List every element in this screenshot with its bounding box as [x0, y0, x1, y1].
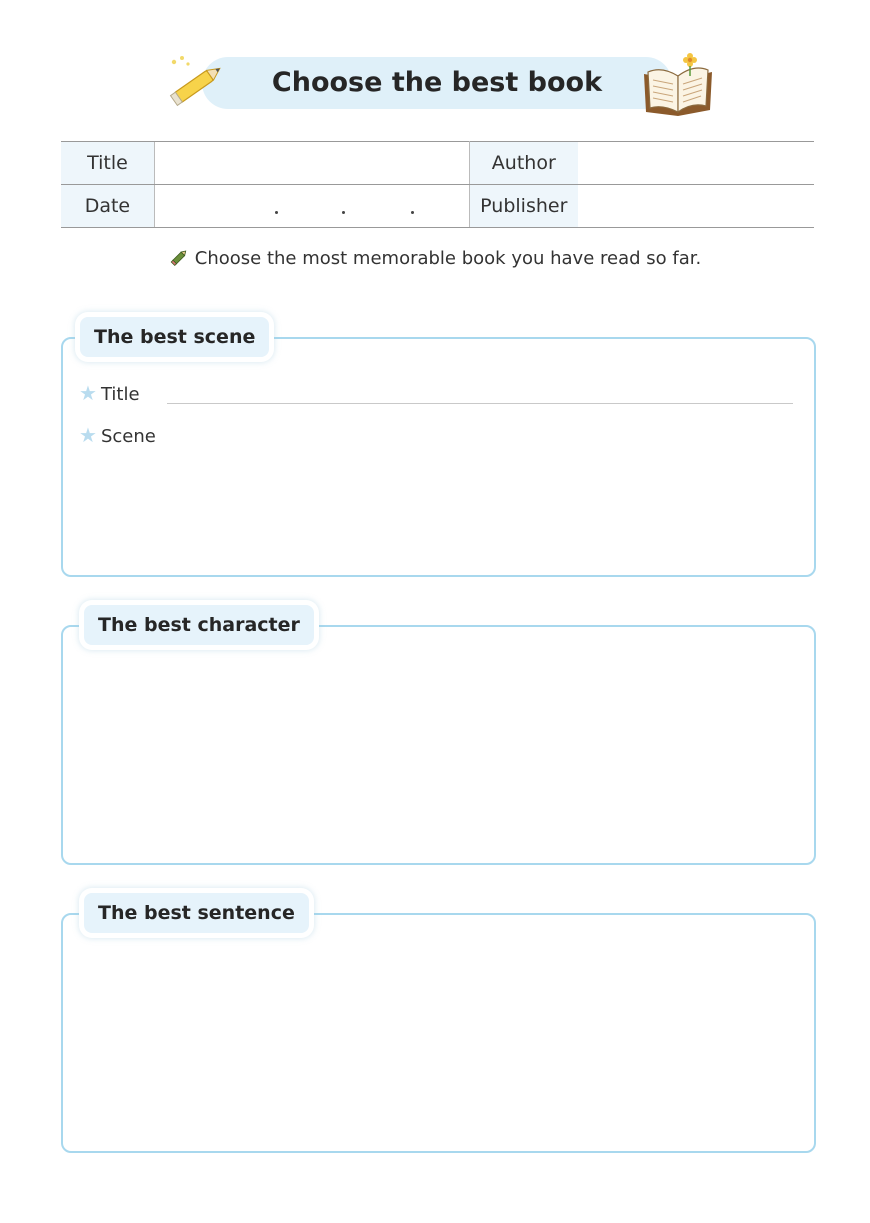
pencil-icon: [160, 52, 230, 114]
best-scene-panel[interactable]: [61, 326, 816, 577]
best-scene-tab: The best scene: [80, 317, 269, 357]
publisher-field[interactable]: [578, 185, 814, 228]
publisher-label: Publisher: [469, 185, 577, 228]
instruction: [0, 247, 870, 269]
scene-label: Scene: [100, 426, 156, 447]
date-separator: [275, 211, 278, 214]
instruction-text: Choose the most memorable book you have read so far.: [194, 248, 702, 269]
date-separator: [411, 211, 414, 214]
star-icon: ★: [79, 381, 97, 405]
best-character-panel[interactable]: [61, 614, 816, 865]
scene-title-line[interactable]: [167, 403, 793, 404]
best-sentence-panel[interactable]: [61, 902, 816, 1153]
best-sentence-tab: The best sentence: [84, 893, 309, 933]
date-label: Date: [61, 185, 154, 228]
header: [160, 52, 720, 114]
date-field[interactable]: [154, 185, 469, 228]
title-label: Title: [61, 142, 154, 185]
open-book-icon: [638, 52, 718, 120]
book-info-table: [61, 141, 814, 228]
scene-title-row: [79, 381, 140, 405]
author-label: Author: [469, 142, 577, 185]
title-field[interactable]: [154, 142, 469, 185]
best-character-tab: The best character: [84, 605, 314, 645]
date-separator: [342, 211, 345, 214]
title-banner: [202, 57, 672, 109]
scene-row: [79, 423, 156, 447]
star-icon: ★: [79, 423, 97, 447]
page-title: Choose the best book: [271, 67, 603, 98]
author-field[interactable]: [578, 142, 814, 185]
scene-title-label: Title: [100, 384, 140, 405]
pencil-icon: [169, 247, 189, 267]
